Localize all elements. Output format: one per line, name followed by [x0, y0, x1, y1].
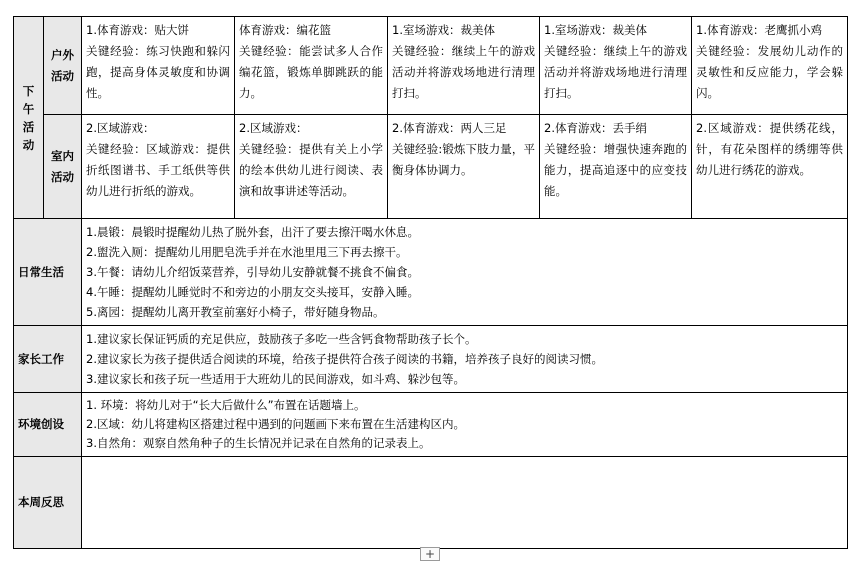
- indoor-cell-5[interactable]: [692, 115, 848, 219]
- indoor-4-title: 2.体育游戏：丢手绢: [544, 121, 647, 135]
- daily-life-row: [14, 219, 848, 326]
- outdoor-cell-3[interactable]: [388, 17, 540, 115]
- daily-life-label: 日常生活: [18, 264, 64, 279]
- environment-item: 2.区域：幼儿将建构区搭建过程中遇到的问题画下来布置在生活建构区内。: [86, 417, 465, 431]
- indoor-2-title: 2.区域游戏：: [239, 121, 308, 135]
- daily-life-item: 4.午睡：提醒幼儿睡觉时不和旁边的小朋友交头接耳，安静入睡。: [86, 285, 419, 299]
- environment-label: 环境创设: [18, 417, 64, 431]
- reflection-label-cell: [14, 457, 82, 549]
- indoor-cell-4[interactable]: [540, 115, 692, 219]
- outdoor-1-title: 1.体育游戏：贴大饼: [86, 23, 189, 37]
- outdoor-4-title: 1.室场游戏：裁美体: [544, 23, 647, 37]
- reflection-row: [14, 457, 848, 549]
- indoor-cell-3[interactable]: [388, 115, 540, 219]
- environment-label-cell: [14, 393, 82, 457]
- outdoor-5-experience: 关键经验：发展幼儿动作的灵敏性和反应能力，学会躲闪。: [696, 44, 843, 100]
- parents-label-cell: [14, 326, 82, 393]
- environment-row: [14, 393, 848, 457]
- outdoor-cell-1[interactable]: [82, 17, 235, 115]
- indoor-1-title: 2.区域游戏：: [86, 121, 155, 135]
- outdoor-label: 户外活动: [51, 47, 74, 83]
- afternoon-label: 下午活动: [22, 83, 35, 152]
- environment-content[interactable]: [82, 393, 848, 457]
- outdoor-2-experience: 关键经验：能尝试多人合作编花篮，锻炼单脚跳跃的能力。: [239, 44, 383, 100]
- parents-label: 家长工作: [18, 351, 64, 366]
- indoor-label-cell: [44, 115, 82, 219]
- daily-life-label-cell: [14, 219, 82, 326]
- weekly-plan-page: [13, 16, 847, 549]
- outdoor-cell-2[interactable]: [235, 17, 388, 115]
- outdoor-2-title: 体育游戏：编花篮: [239, 23, 331, 37]
- environment-item: 1. 环境：将幼儿对于“长大后做什么”布置在话题墙上。: [86, 398, 366, 412]
- outdoor-cell-4[interactable]: [540, 17, 692, 115]
- outdoor-label-cell: [44, 17, 82, 115]
- parents-content[interactable]: [82, 326, 848, 393]
- indoor-5-text: 2.区域游戏：提供绣花线，针，有花朵图样的绣绷等供幼儿进行绣花的游戏。: [696, 121, 843, 177]
- left-margin-gutter: [0, 16, 13, 542]
- daily-life-item: 3.午餐：请幼儿介绍饭菜营养，引导幼儿安静就餐不挑食不偏食。: [86, 265, 419, 279]
- environment-item: 3.自然角：观察自然角种子的生长情况并记录在自然角的记录表上。: [86, 436, 431, 450]
- outdoor-3-title: 1.室场游戏：裁美体: [392, 23, 495, 37]
- afternoon-label-cell: [14, 17, 44, 219]
- indoor-3-title: 2.体育游戏：两人三足: [392, 121, 507, 135]
- daily-life-item: 2.盥洗入厕：提醒幼儿用肥皂洗手并在水池里甩三下再去擦干。: [86, 245, 408, 259]
- outdoor-1-experience: 关键经验：练习快跑和躲闪跑，提高身体灵敏度和协调性。: [86, 44, 230, 100]
- reflection-content[interactable]: [82, 457, 848, 549]
- parents-item: 2.建议家长为孩子提供适合阅读的环境，给孩子提供符合孩子阅读的书籍，培养孩子良好的阅读习惯。: [86, 352, 603, 366]
- parents-item: 3.建议家长和孩子玩一些适用于大班幼儿的民间游戏，如斗鸡、躲沙包等。: [86, 372, 465, 386]
- outdoor-3-experience: 关键经验：继续上午的游戏活动并将游戏场地进行清理打扫。: [392, 44, 535, 100]
- indoor-cell-1[interactable]: [82, 115, 235, 219]
- daily-life-content[interactable]: [82, 219, 848, 326]
- weekly-plan-table: [13, 16, 848, 549]
- add-row-button[interactable]: +: [420, 547, 440, 561]
- parents-item: 1.建议家长保证钙质的充足供应，鼓励孩子多吃一些含钙食物帮助孩子长个。: [86, 332, 477, 346]
- daily-life-item: 1.晨锻：晨锻时提醒幼儿热了脱外套，出汗了要去擦汗喝水休息。: [86, 225, 419, 239]
- reflection-label: 本周反思: [18, 495, 64, 509]
- indoor-2-experience: 关键经验：提供有关上小学的绘本供幼儿进行阅读、表演和故事讲述等活动。: [239, 142, 383, 198]
- parents-row: [14, 326, 848, 393]
- outdoor-4-experience: 关键经验：继续上午的游戏活动并将游戏场地进行清理打扫。: [544, 44, 687, 100]
- outdoor-cell-5[interactable]: [692, 17, 848, 115]
- outdoor-5-title: 1.体育游戏：老鹰抓小鸡: [696, 23, 822, 37]
- indoor-3-experience: 关键经验:锻炼下肢力量，平衡身体协调力。: [392, 142, 535, 177]
- indoor-4-experience: 关键经验：增强快速奔跑的能力，提高追逐中的应变技能。: [544, 142, 687, 198]
- indoor-label: 室内活动: [51, 148, 74, 184]
- indoor-cell-2[interactable]: [235, 115, 388, 219]
- indoor-1-experience: 关键经验：区域游戏：提供折纸图谱书、手工纸供等供幼儿进行折纸的游戏。: [86, 142, 230, 198]
- daily-life-item: 5.离园：提醒幼儿离开教室前塞好小椅子，带好随身物品。: [86, 305, 385, 319]
- afternoon-outdoor-row: [14, 17, 848, 115]
- afternoon-indoor-row: [14, 115, 848, 219]
